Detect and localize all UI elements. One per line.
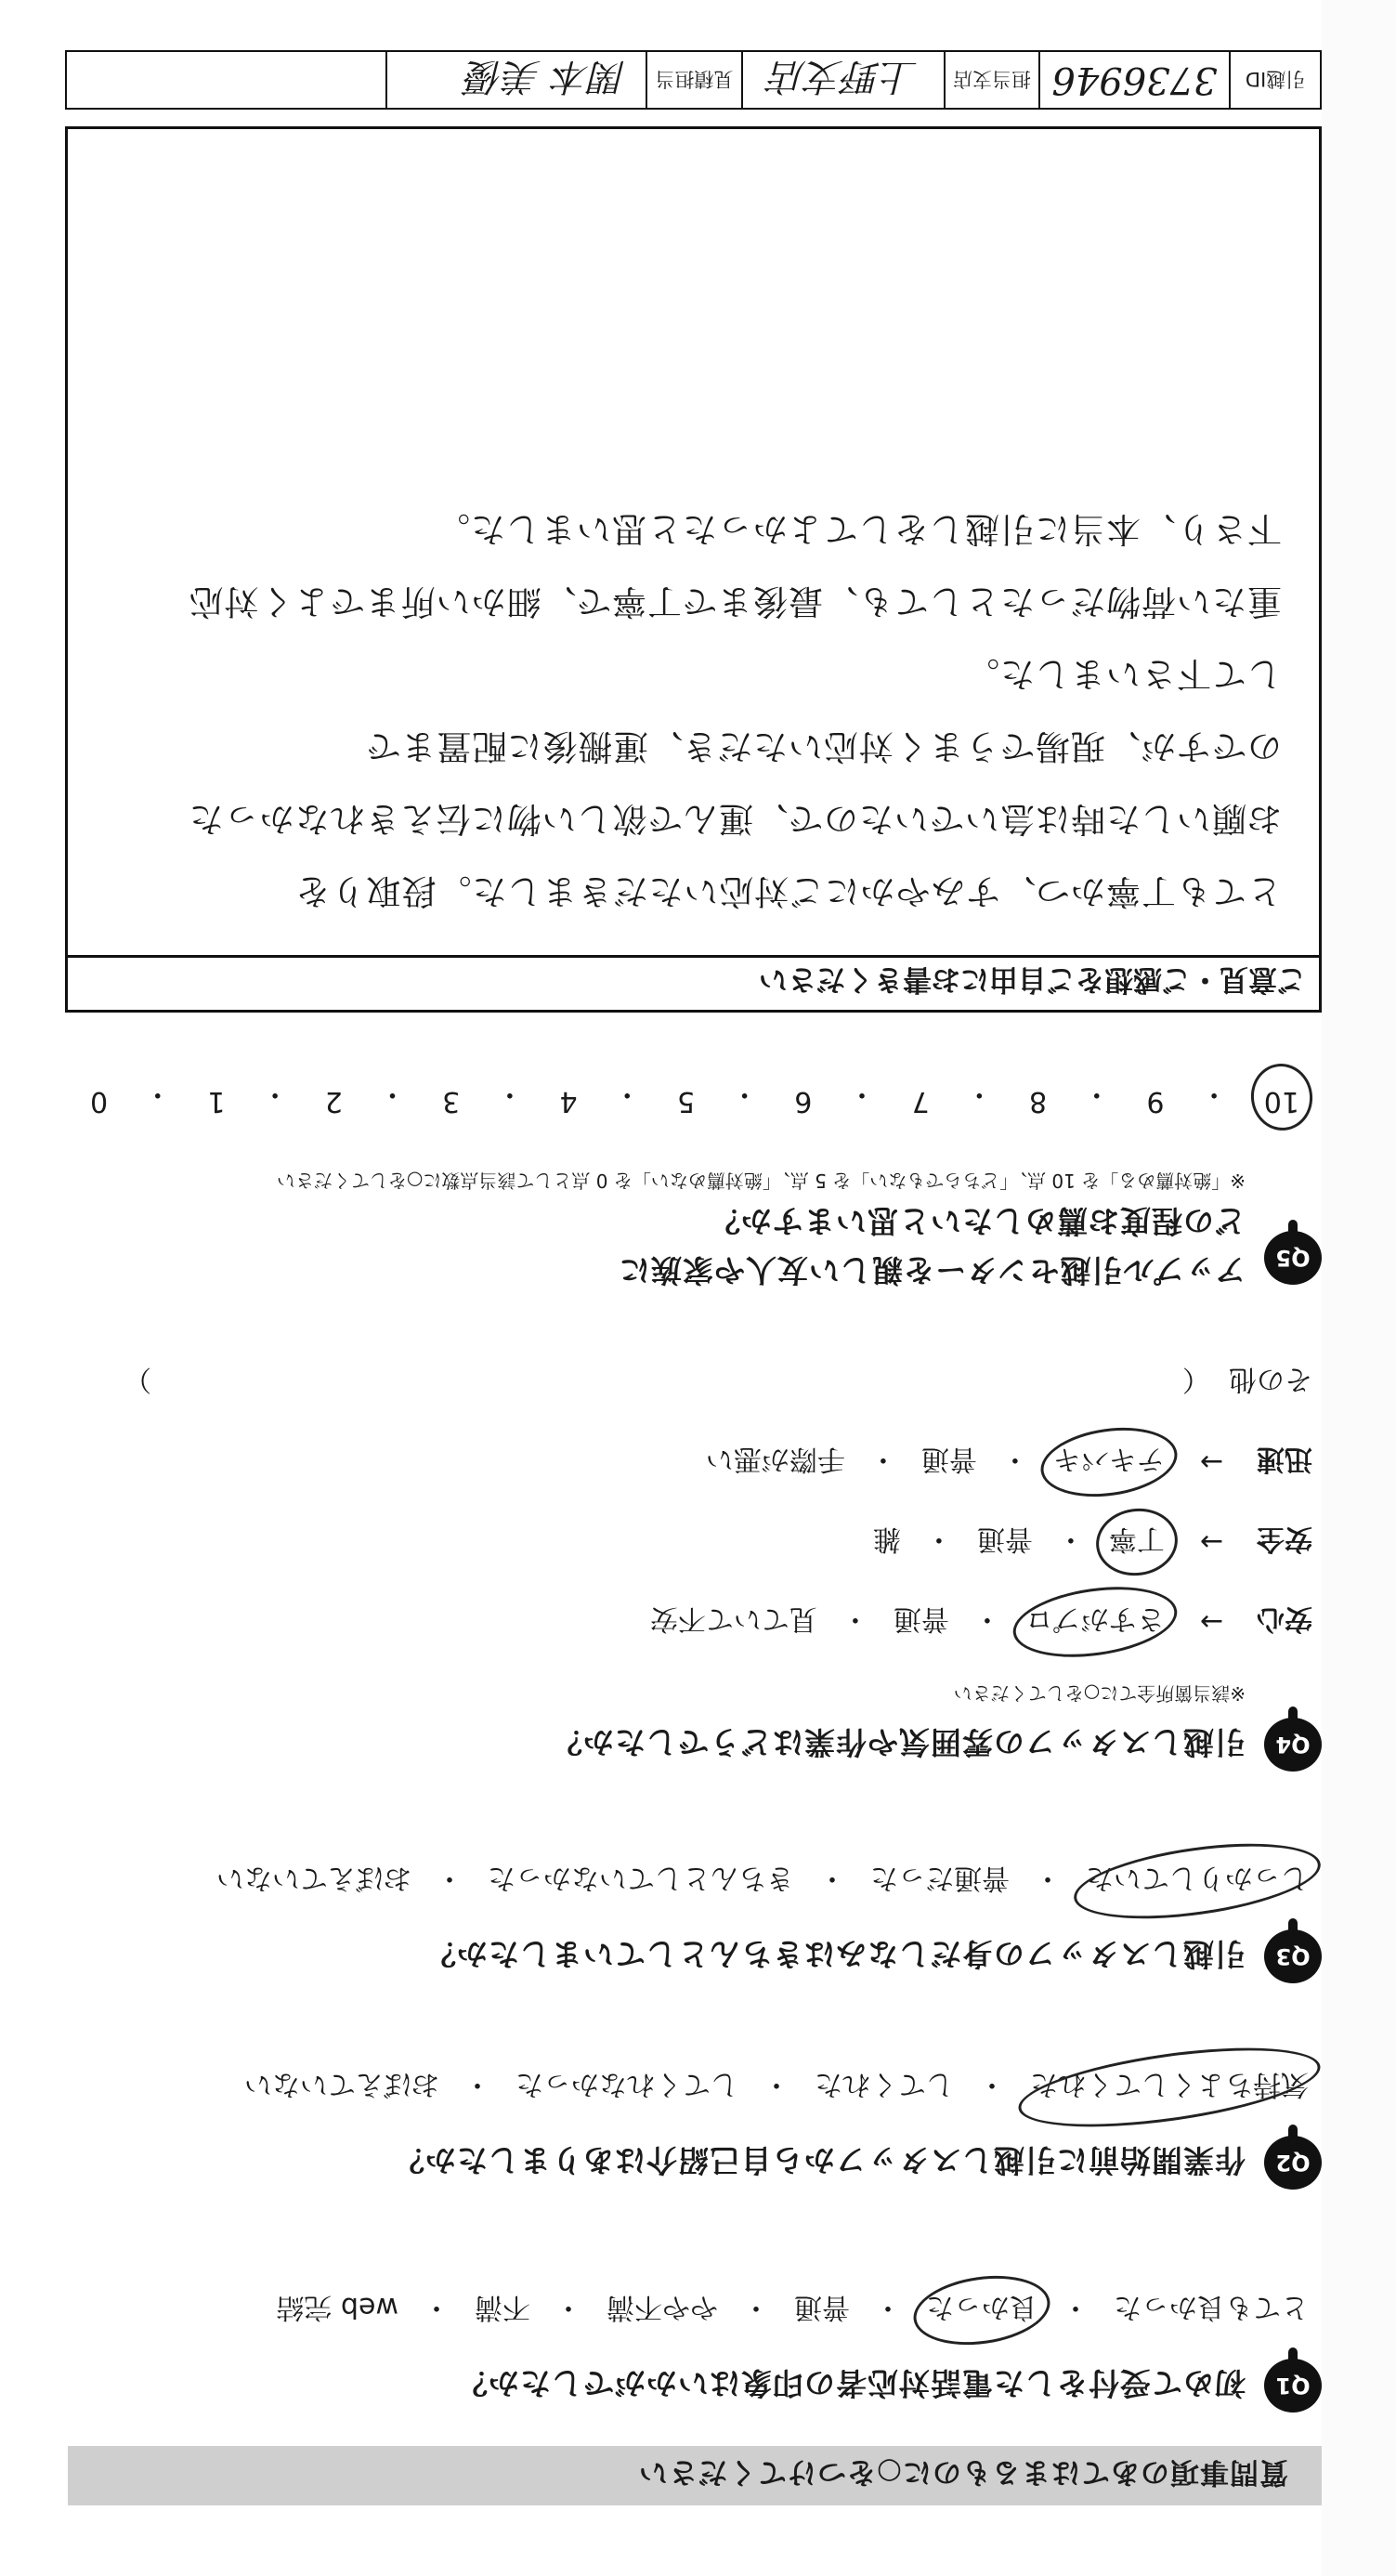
q4-row-anshin: 安心 → さすがプロ ・ 普通 ・ 見ていて不安 xyxy=(68,1602,1322,1642)
q4-row-label: 安心 xyxy=(1257,1602,1312,1635)
comment-line: とても丁寧かつ、すみやかにご対応いただきました。段取りを xyxy=(294,871,1282,911)
question-1 xyxy=(68,2290,1322,2420)
comment-line: お願いした時は急いでいたので、運んで欲しい物に伝えきれなかった xyxy=(188,799,1282,839)
estimator-label: 見積担当 xyxy=(646,52,741,108)
q4-other-close: ） xyxy=(124,1363,151,1395)
q2-option[interactable]: してくれなかった xyxy=(515,2068,738,2100)
q4-option[interactable]: 見ていて不安 xyxy=(649,1602,817,1635)
comment-line: して下さいました。 xyxy=(964,654,1282,694)
q1-badge: Q1 xyxy=(1264,2359,1322,2413)
q5-score[interactable]: 5 xyxy=(676,1085,696,1118)
arrow-icon: → xyxy=(1199,1605,1223,1639)
q3-option[interactable]: 普通だった xyxy=(870,1862,1010,1894)
q5-scale: 10 ・ 9 ・ 8 ・ 7 ・ 6 ・ 5 ・ 4 ・ 3 ・ 2 ・ 1 ・ 0 xyxy=(86,1077,1303,1118)
q1-option-selected[interactable]: 良かった xyxy=(922,2290,1041,2331)
q5-score[interactable]: 7 xyxy=(911,1085,930,1118)
q2-options: 気持ちよくしてくれた ・ してくれた ・ してくれなかった ・ おぼえていない xyxy=(68,2067,1322,2108)
question-5 xyxy=(68,1169,1322,1294)
q4-row-label: 迅速 xyxy=(1257,1443,1312,1475)
q4-other-open: （ xyxy=(1182,1363,1210,1395)
q5-score[interactable]: 0 xyxy=(90,1085,109,1118)
arrow-icon: → xyxy=(1199,1525,1223,1559)
q5-score[interactable]: 1 xyxy=(207,1085,226,1118)
q5-score[interactable]: 6 xyxy=(794,1085,813,1118)
q4-other-label: その他 xyxy=(1229,1363,1312,1395)
q5-badge: Q5 xyxy=(1264,1231,1322,1285)
q4-option[interactable]: 手際が悪い xyxy=(705,1443,845,1475)
q5-score[interactable]: 4 xyxy=(559,1085,578,1118)
q4-option[interactable]: 普通 xyxy=(893,1602,949,1635)
id-value: 3736946 xyxy=(1038,52,1229,108)
q3-option-selected[interactable]: しっかりしていた xyxy=(1082,1861,1312,1902)
q4-row-label: 安全 xyxy=(1257,1523,1312,1555)
q4-option[interactable]: 普通 xyxy=(976,1523,1033,1555)
q5-score-selected[interactable]: 10 xyxy=(1260,1077,1303,1118)
q2-option[interactable]: おぼえていない xyxy=(244,2068,439,2100)
question-4 xyxy=(68,1362,1322,1779)
q4-badge: Q4 xyxy=(1264,1718,1322,1772)
q5-score[interactable]: 8 xyxy=(1029,1085,1048,1118)
branch-label: 担当支店 xyxy=(944,52,1038,108)
q4-option-selected[interactable]: さすがプロ xyxy=(1022,1602,1168,1642)
estimator-value: 関本 美優 xyxy=(385,52,646,108)
q5-score[interactable]: 2 xyxy=(324,1085,343,1118)
comment-heading: ご意見・ご感想をご自由にお書きください xyxy=(65,955,1322,1013)
q4-row-anzen: 安全 → 丁寧 ・ 普通 ・ 雑 xyxy=(68,1522,1322,1563)
q4-row-jinsoku: 迅速 → テキパキ ・ 普通 ・ 手際が悪い xyxy=(68,1442,1322,1483)
comment-field[interactable] xyxy=(65,126,1322,958)
q2-option[interactable]: してくれた xyxy=(815,2068,954,2100)
q1-option[interactable]: 不満 xyxy=(475,2291,530,2323)
q5-text-line1: アップル引越センターを親しい友人や家族に xyxy=(618,1252,1246,1288)
q3-option[interactable]: きちんとしていなかった xyxy=(488,1862,794,1894)
q1-option[interactable]: やや不満 xyxy=(607,2291,718,2323)
footer-blank xyxy=(67,52,385,108)
question-3 xyxy=(68,1861,1322,1991)
q1-options: とても良かった ・ 良かった ・ 普通 ・ やや不満 ・ 不満 ・ web 完結 xyxy=(68,2290,1322,2331)
q5-score[interactable]: 9 xyxy=(1146,1085,1165,1118)
q2-badge: Q2 xyxy=(1264,2136,1322,2190)
q1-text: 初めて受付をした電話対応者の印象はいかがでしたか？ xyxy=(456,2365,1246,2402)
q4-option-selected[interactable]: 丁寧 xyxy=(1105,1522,1168,1563)
q2-text: 作業開始前に引越しスタッフから自己紹介はありましたか？ xyxy=(393,2142,1246,2179)
admin-footer xyxy=(65,50,1322,110)
q1-option[interactable]: とても良かった xyxy=(1114,2291,1309,2323)
q3-options: しっかりしていた ・ 普通だった ・ きちんとしていなかった ・ おぼえていない xyxy=(68,1861,1322,1902)
q1-option[interactable]: 普通 xyxy=(794,2291,850,2323)
q4-note: ※該当箇所全てに○をしてください xyxy=(953,1682,1246,1705)
q4-other-row xyxy=(68,1362,1322,1403)
q1-option[interactable]: web 完結 xyxy=(276,2291,398,2323)
q4-option[interactable]: 雑 xyxy=(872,1523,901,1555)
branch-value: 上野支店 xyxy=(741,52,944,108)
q3-text: 引越しスタッフの身だしなみはきちんとしていましたか？ xyxy=(424,1936,1246,1973)
comment-line: のですが、現場でうまく対応いただき、運搬後に配置まで xyxy=(365,726,1282,766)
q3-badge: Q3 xyxy=(1264,1929,1322,1983)
id-label: 引越ID xyxy=(1229,52,1320,108)
q2-option-selected[interactable]: 気持ちよくしてくれた xyxy=(1026,2067,1312,2108)
scan-margin xyxy=(1322,0,1396,2576)
q5-note: ※「絶対薦める」を 10 点、「どちらでもない」を 5 点、「絶対薦めない」を 0 点として該当点数に○をしてください xyxy=(276,1170,1246,1192)
arrow-icon: → xyxy=(1199,1445,1223,1479)
comment-line: 重たい荷物だったとしても、最後まで丁寧で、細かい所までよく対応 xyxy=(188,582,1282,621)
comment-line: 下さり、本当に引越しをしてよかったと思いました。 xyxy=(435,509,1282,549)
q4-option[interactable]: 普通 xyxy=(920,1443,977,1475)
q5-text-line2: どの程度お薦めしたいと思いますか？ xyxy=(709,1203,1246,1239)
q4-text: 引越しスタッフの雰囲気や作業はどうでしたか？ xyxy=(551,1724,1246,1761)
q4-option-selected[interactable]: テキパキ xyxy=(1050,1442,1168,1483)
q5-score[interactable]: 3 xyxy=(442,1085,461,1118)
q3-option[interactable]: おぼえていない xyxy=(216,1862,411,1894)
question-2 xyxy=(68,2067,1322,2197)
instruction-banner: 質問事項のあてはまるものに○をつけてください xyxy=(68,2446,1322,2505)
